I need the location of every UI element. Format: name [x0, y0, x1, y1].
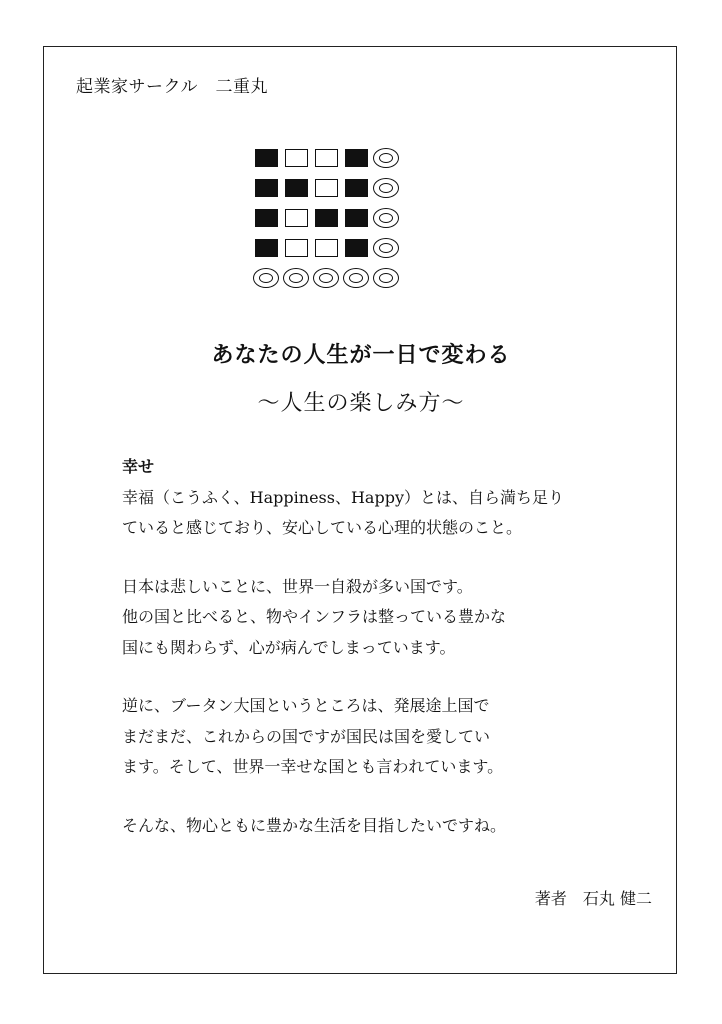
logo-cell-square: [251, 203, 281, 233]
empty-square-icon: [285, 239, 308, 257]
organization-name: 起業家サークル 二重丸: [76, 77, 268, 97]
double-circle-icon: [283, 268, 309, 288]
logo-cell-square: [281, 203, 311, 233]
empty-square-icon: [315, 179, 338, 197]
logo-cell-square: [251, 143, 281, 173]
double-circle-icon: [253, 268, 279, 288]
author-credit: 著者 石丸 健二: [534, 889, 652, 908]
logo-cell-double-circle: [341, 263, 371, 293]
paragraph-line: 国にも関わらず、心が病んでしまっています。: [122, 637, 456, 657]
logo-cell-square: [311, 233, 341, 263]
empty-square-icon: [285, 209, 308, 227]
logo-cell-double-circle: [371, 143, 401, 173]
logo-cell-square: [281, 143, 311, 173]
section-heading: 幸せ: [122, 457, 155, 476]
double-circle-icon: [373, 208, 399, 228]
logo-cell-double-circle: [371, 263, 401, 293]
double-circle-icon: [373, 268, 399, 288]
double-circle-icon: [373, 178, 399, 198]
filled-square-icon: [255, 149, 278, 167]
logo-cell-double-circle: [281, 263, 311, 293]
empty-square-icon: [315, 149, 338, 167]
paragraph-line: 日本は悲しいことに、世界一自殺が多い国です。: [122, 576, 473, 596]
filled-square-icon: [255, 209, 278, 227]
double-circle-icon: [373, 238, 399, 258]
filled-square-icon: [315, 209, 338, 227]
logo-cell-square: [341, 173, 371, 203]
logo-cell-square: [311, 203, 341, 233]
paragraph-4: [122, 811, 622, 842]
paragraph-line: 逆に、ブータン大国というところは、発展途上国で: [122, 696, 490, 715]
paragraph-line: ていると感じており、安心している心理的状態のこと。: [122, 518, 523, 537]
double-circle-icon: [313, 268, 339, 288]
main-title: あなたの人生が一日で変わる: [211, 342, 511, 368]
logo-grid: [251, 143, 401, 293]
filled-square-icon: [255, 239, 278, 257]
logo-cell-double-circle: [371, 203, 401, 233]
filled-square-icon: [345, 239, 368, 257]
logo-cell-square: [341, 203, 371, 233]
logo-cell-square: [281, 173, 311, 203]
logo-cell-square: [311, 143, 341, 173]
paragraph-3: [122, 691, 622, 783]
subtitle: ～人生の楽しみ方～: [257, 391, 465, 416]
logo-cell-double-circle: [371, 173, 401, 203]
filled-square-icon: [345, 209, 368, 227]
logo-cell-double-circle: [371, 233, 401, 263]
paragraph-2: [122, 572, 622, 664]
logo-cell-double-circle: [311, 263, 341, 293]
logo-cell-square: [341, 143, 371, 173]
paragraph-line: 幸福（こうふく、Happiness、Happy）とは、自ら満ち足り: [122, 487, 564, 507]
double-circle-icon: [373, 148, 399, 168]
empty-square-icon: [285, 149, 308, 167]
paragraph-1: [122, 483, 622, 544]
body-text: [122, 452, 622, 841]
double-circle-icon: [343, 268, 369, 288]
paragraph-line: まだまだ、これからの国ですが国民は国を愛してい: [122, 726, 491, 746]
logo-cell-square: [311, 173, 341, 203]
empty-square-icon: [315, 239, 338, 257]
paragraph-line: ます。そして、世界一幸せな国とも言われています。: [122, 757, 504, 776]
logo-cell-square: [251, 173, 281, 203]
filled-square-icon: [345, 149, 368, 167]
logo-cell-square: [281, 233, 311, 263]
paragraph-line: 他の国と比べると、物やインフラは整っている豊かな: [122, 607, 507, 626]
logo-cell-double-circle: [251, 263, 281, 293]
logo-cell-square: [341, 233, 371, 263]
filled-square-icon: [345, 179, 368, 197]
logo-cell-square: [251, 233, 281, 263]
filled-square-icon: [285, 179, 308, 197]
paragraph-line: そんな、物心ともに豊かな生活を目指したいですね。: [122, 815, 507, 835]
filled-square-icon: [255, 179, 278, 197]
